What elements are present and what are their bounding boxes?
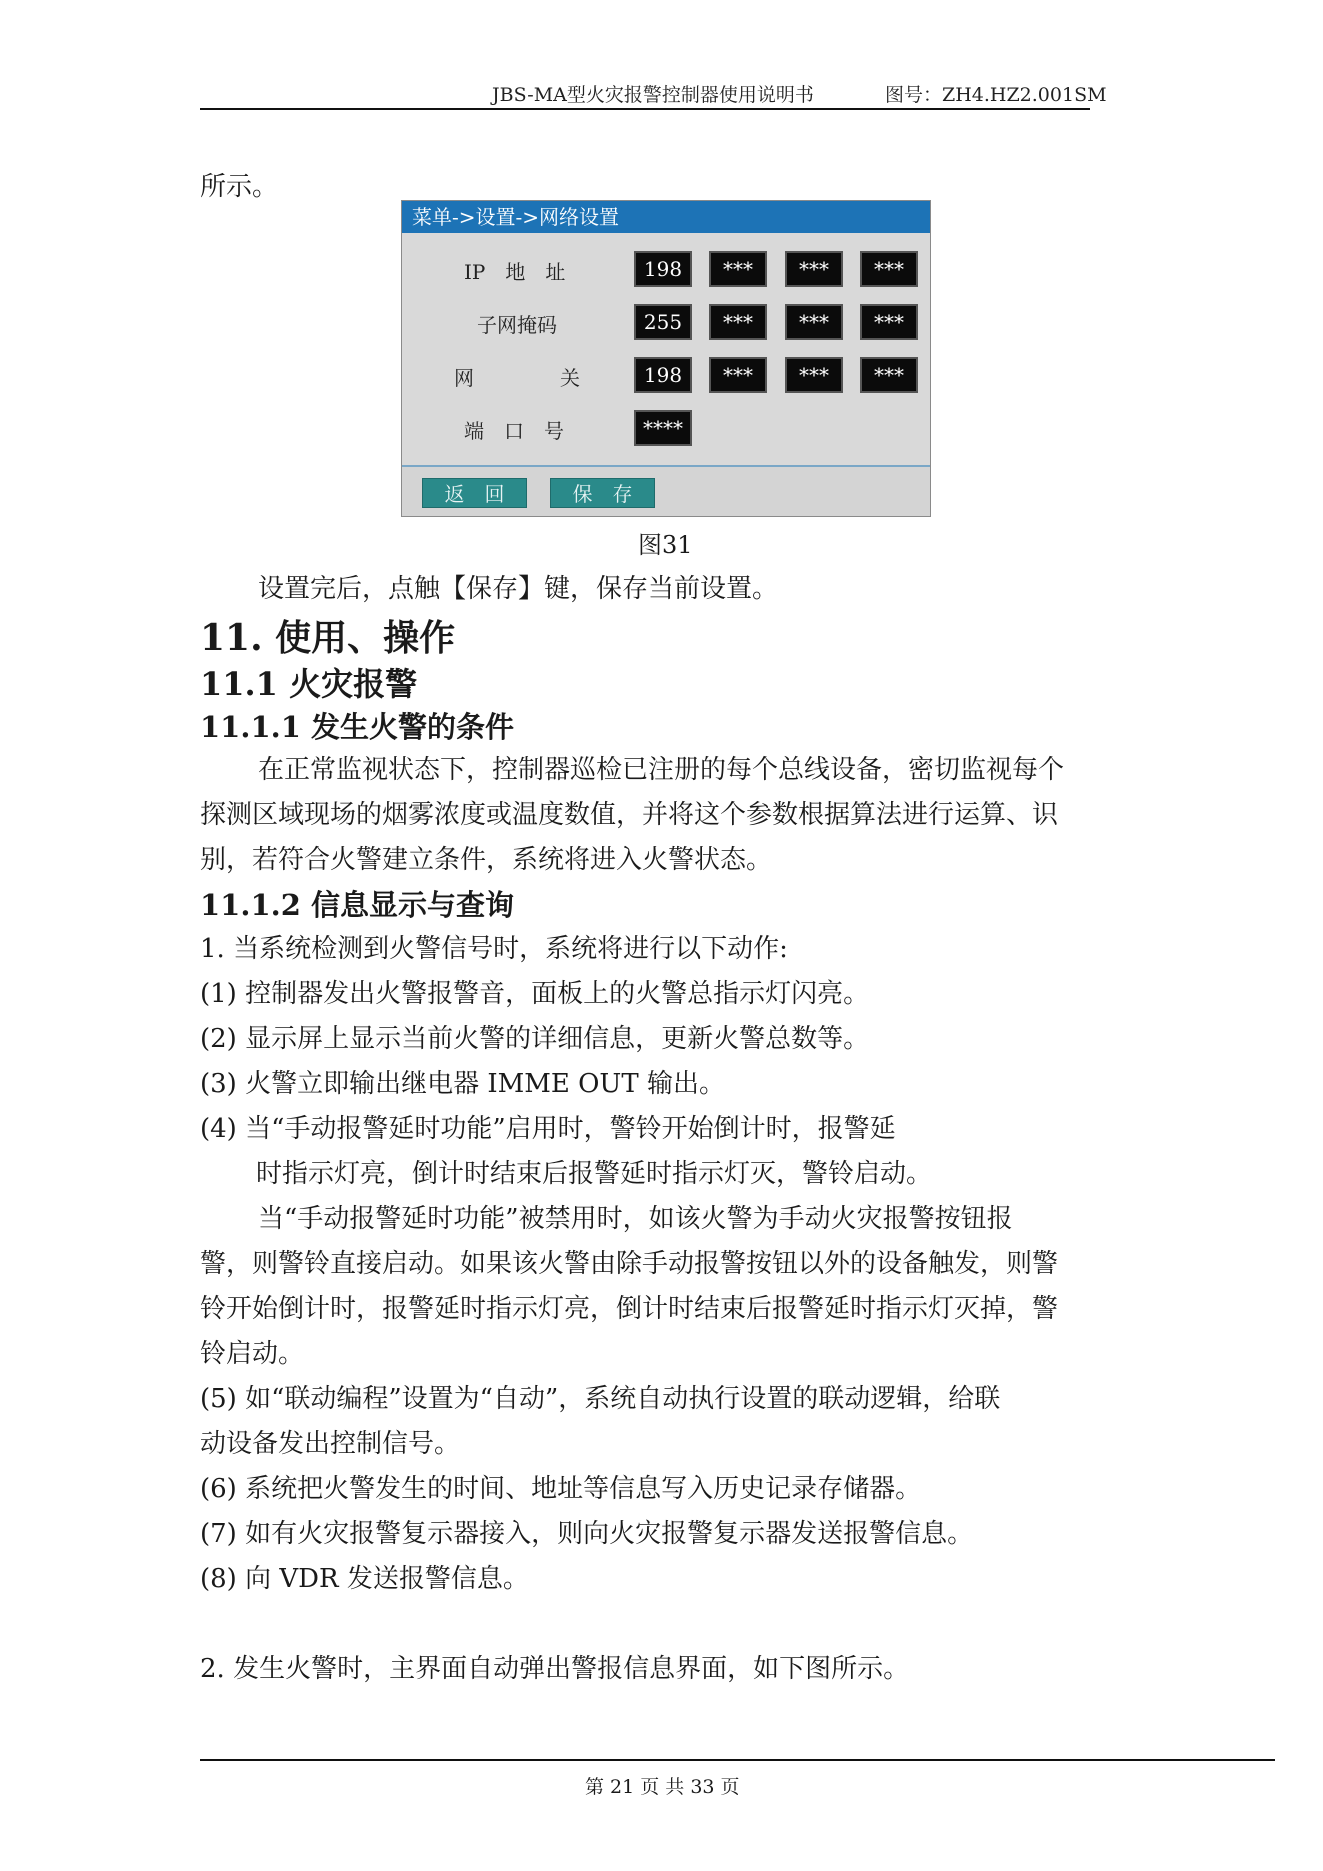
drawing-number: 图号：ZH4.HZ2.001SM xyxy=(885,84,1107,106)
screen-button-bar xyxy=(402,465,930,516)
figure-caption: 图31 xyxy=(638,531,693,559)
mask-octet-3[interactable]: *** xyxy=(785,304,843,340)
list-item: (6) 系统把火警发生的时间、地址等信息写入历史记录存储器。 xyxy=(200,1474,922,1504)
ip-octet-3[interactable]: *** xyxy=(785,251,843,287)
gateway-octet-3[interactable]: *** xyxy=(785,357,843,393)
list-item: 1. 当系统检测到火警信号时，系统将进行以下动作: xyxy=(200,934,788,964)
section-heading-11-1-1: 11.1.1 发生火警的条件 xyxy=(200,710,515,744)
back-button[interactable]: 返 回 xyxy=(422,478,527,508)
header-rule xyxy=(200,108,1090,110)
list-item: (1) 控制器发出火警报警音，面板上的火警总指示灯闪亮。 xyxy=(200,979,870,1009)
ip-octet-2[interactable]: *** xyxy=(709,251,767,287)
network-settings-screen xyxy=(401,200,931,517)
list-item: 当“手动报警延时功能”被禁用时，如该火警为手动火灾报警按钮报 xyxy=(258,1204,1013,1234)
gateway-octet-4[interactable]: *** xyxy=(860,357,918,393)
list-item: (2) 显示屏上显示当前火警的详细信息，更新火警总数等。 xyxy=(200,1024,870,1054)
list-item: (3) 火警立即输出继电器 IMME OUT 输出。 xyxy=(200,1069,725,1099)
port-label: 端 口 号 xyxy=(464,419,564,443)
mask-octet-4[interactable]: *** xyxy=(860,304,918,340)
page-number: 第 21 页 共 33 页 xyxy=(585,1776,740,1798)
section-heading-11: 11. 使用、操作 xyxy=(200,617,456,659)
gateway-octet-1[interactable]: 198 xyxy=(634,357,692,393)
paragraph-line: 探测区域现场的烟雾浓度或温度数值，并将这个参数根据算法进行运算、识 xyxy=(200,800,1059,830)
after-figure-text: 设置完后，点触【保存】键，保存当前设置。 xyxy=(258,574,779,604)
paragraph-line: 别，若符合火警建立条件，系统将进入火警状态。 xyxy=(200,845,773,875)
footer-rule xyxy=(200,1759,1275,1761)
list-item: 铃启动。 xyxy=(200,1339,305,1369)
gateway-label-left: 网 xyxy=(454,366,474,390)
document-title: JBS-MA型火灾报警控制器使用说明书 xyxy=(492,84,814,106)
section-heading-11-1-2: 11.1.2 信息显示与查询 xyxy=(200,888,515,922)
list-item: (4) 当“手动报警延时功能”启用时，警铃开始倒计时，报警延 xyxy=(200,1114,896,1144)
list-item: (5) 如“联动编程”设置为“自动”，系统自动执行设置的联动逻辑，给联 xyxy=(200,1384,1001,1414)
screen-breadcrumb: 菜单->设置->网络设置 xyxy=(402,201,930,233)
list-item: 警，则警铃直接启动。如果该火警由除手动报警按钮以外的设备触发，则警 xyxy=(200,1249,1059,1279)
mask-octet-1[interactable]: 255 xyxy=(634,304,692,340)
list-item: 时指示灯亮，倒计时结束后报警延时指示灯灭，警铃启动。 xyxy=(256,1159,933,1189)
section-heading-11-1: 11.1 火灾报警 xyxy=(200,665,418,703)
gateway-label-right: 关 xyxy=(560,366,580,390)
list-item: 2. 发生火警时，主界面自动弹出警报信息界面，如下图所示。 xyxy=(200,1654,910,1684)
mask-octet-2[interactable]: *** xyxy=(709,304,767,340)
list-item: (7) 如有火灾报警复示器接入，则向火灾报警复示器发送报警信息。 xyxy=(200,1519,974,1549)
ip-octet-4[interactable]: *** xyxy=(860,251,918,287)
gateway-octet-2[interactable]: *** xyxy=(709,357,767,393)
intro-text: 所示。 xyxy=(200,172,279,202)
list-item: 动设备发出控制信号。 xyxy=(200,1429,461,1459)
port-field[interactable]: **** xyxy=(634,410,692,446)
paragraph-line: 在正常监视状态下，控制器巡检已注册的每个总线设备，密切监视每个 xyxy=(258,755,1065,785)
list-item: 铃开始倒计时，报警延时指示灯亮，倒计时结束后报警延时指示灯灭掉，警 xyxy=(200,1294,1059,1324)
ip-octet-1[interactable]: 198 xyxy=(634,251,692,287)
subnet-mask-label: 子网掩码 xyxy=(477,313,557,337)
list-item: (8) 向 VDR 发送报警信息。 xyxy=(200,1564,529,1594)
save-button[interactable]: 保 存 xyxy=(550,478,655,508)
ip-address-label: IP 地 址 xyxy=(464,260,566,284)
